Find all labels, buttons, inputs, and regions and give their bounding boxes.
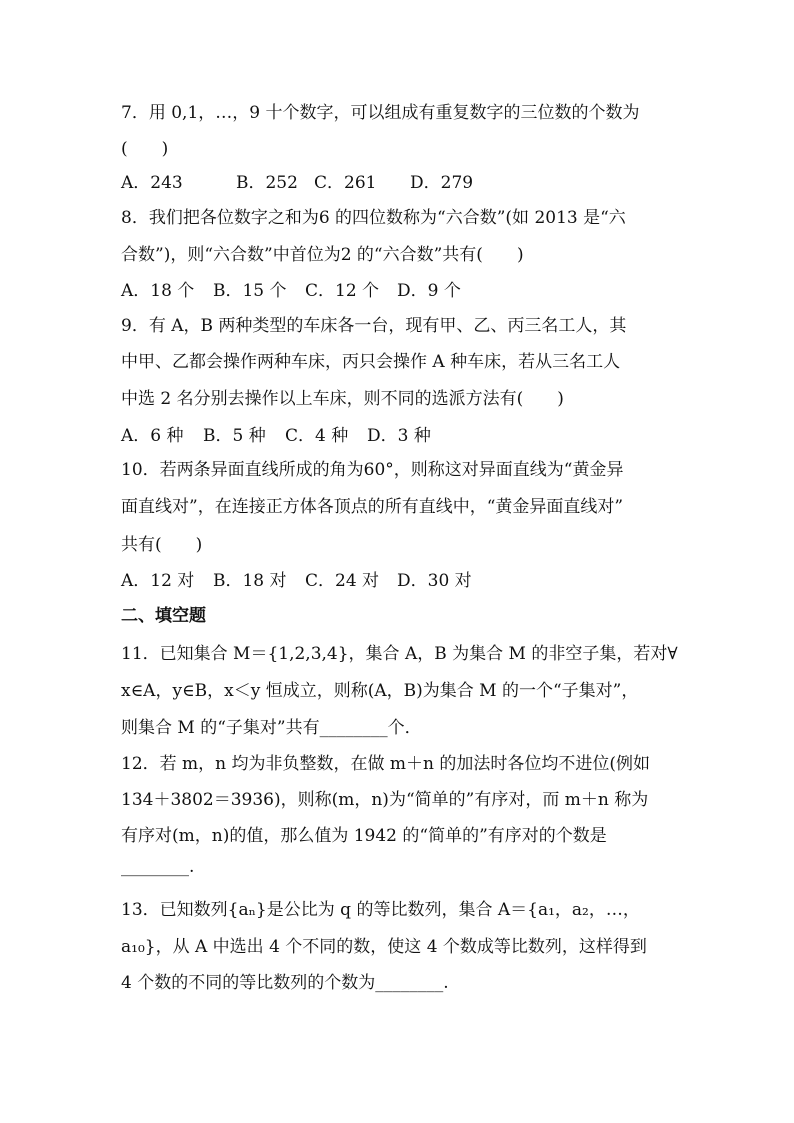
q8-option-a: A．18 个: [121, 281, 195, 301]
q7-line-2: ( ): [121, 139, 169, 159]
q12-line-1: 12．若 m，n 均为非负整数，在做 m＋n 的加法时各位均不进位(例如: [121, 754, 651, 774]
q7-options: [121, 168, 473, 193]
q7-line-1: 7．用 0,1，…，9 十个数字，可以组成有重复数字的三位数的个数为: [121, 103, 640, 123]
q8-option-b: B．15 个: [213, 281, 287, 301]
q11-line-2: x∈A，y∈B，x＜y 恒成立，则称(A，B)为集合 M 的一个“子集对”，: [121, 681, 639, 701]
q7-option-c: C．261: [314, 173, 377, 193]
q10-option-d: D．30 对: [397, 571, 472, 591]
q8-option-d: D．9 个: [397, 281, 461, 301]
q10-options: [121, 566, 472, 591]
q12-line-2: 134＋3802＝3936)，则称(m，n)为“简单的”有序对，而 m＋n 称为: [121, 790, 649, 810]
q8-line-2: 合数”)，则“六合数”中首位为2 的“六合数”共有( ): [121, 245, 524, 265]
q8-options: [121, 276, 461, 301]
q13-line-1: 13．已知数列{aₙ}是公比为 q 的等比数列，集合 A＝{a₁，a₂，…，: [121, 900, 640, 920]
q12-line-4: ________.: [121, 857, 195, 877]
q8-line-1: 8．我们把各位数字之和为6 的四位数称为“六合数”(如 2013 是“六: [121, 208, 626, 228]
q9-option-d: D．3 种: [367, 426, 431, 446]
q8-option-c: C．12 个: [305, 281, 380, 301]
q9-option-c: C．4 种: [285, 426, 349, 446]
q10-line-2: 面直线对”，在连接正方体各顶点的所有直线中，“黄金异面直线对”: [121, 497, 624, 517]
q9-options: [121, 421, 431, 446]
q10-option-c: C．24 对: [305, 571, 380, 591]
q9-option-b: B．5 种: [203, 426, 266, 446]
q10-line-3: 共有( ): [121, 535, 203, 555]
q9-line-2: 中甲、乙都会操作两种车床，丙只会操作 A 种车床，若从三名工人: [121, 352, 621, 372]
q9-option-a: A．6 种: [121, 426, 184, 446]
q9-line-3: 中选 2 名分别去操作以上车床，则不同的选派方法有( ): [121, 389, 564, 409]
q13-line-3: 4 个数的不同的等比数列的个数为________.: [121, 973, 449, 993]
q10-line-1: 10．若两条异面直线所成的角为60°，则称这对异面直线为“黄金异: [121, 460, 624, 480]
q9-line-1: 9．有 A，B 两种类型的车床各一台，现有甲、乙、丙三名工人，其: [121, 316, 627, 336]
q7-option-d: D．279: [410, 173, 474, 193]
q10-option-b: B．18 对: [213, 571, 287, 591]
q13-line-2: a₁₀}，从 A 中选出 4 个不同的数，使这 4 个数成等比数列，这样得到: [121, 937, 647, 957]
q7-option-a: A．243: [121, 173, 183, 193]
section-title: 二、填空题: [121, 606, 206, 626]
q12-line-3: 有序对(m，n)的值，那么值为 1942 的“简单的”有序对的个数是: [121, 826, 607, 846]
q11-line-3: 则集合 M 的“子集对”共有________个．: [121, 718, 422, 738]
q10-option-a: A．12 对: [121, 571, 195, 591]
q7-option-b: B．252: [236, 173, 298, 193]
q11-line-1: 11．已知集合 M＝{1,2,3,4}，集合 A，B 为集合 M 的非空子集，若对∀: [121, 644, 678, 664]
